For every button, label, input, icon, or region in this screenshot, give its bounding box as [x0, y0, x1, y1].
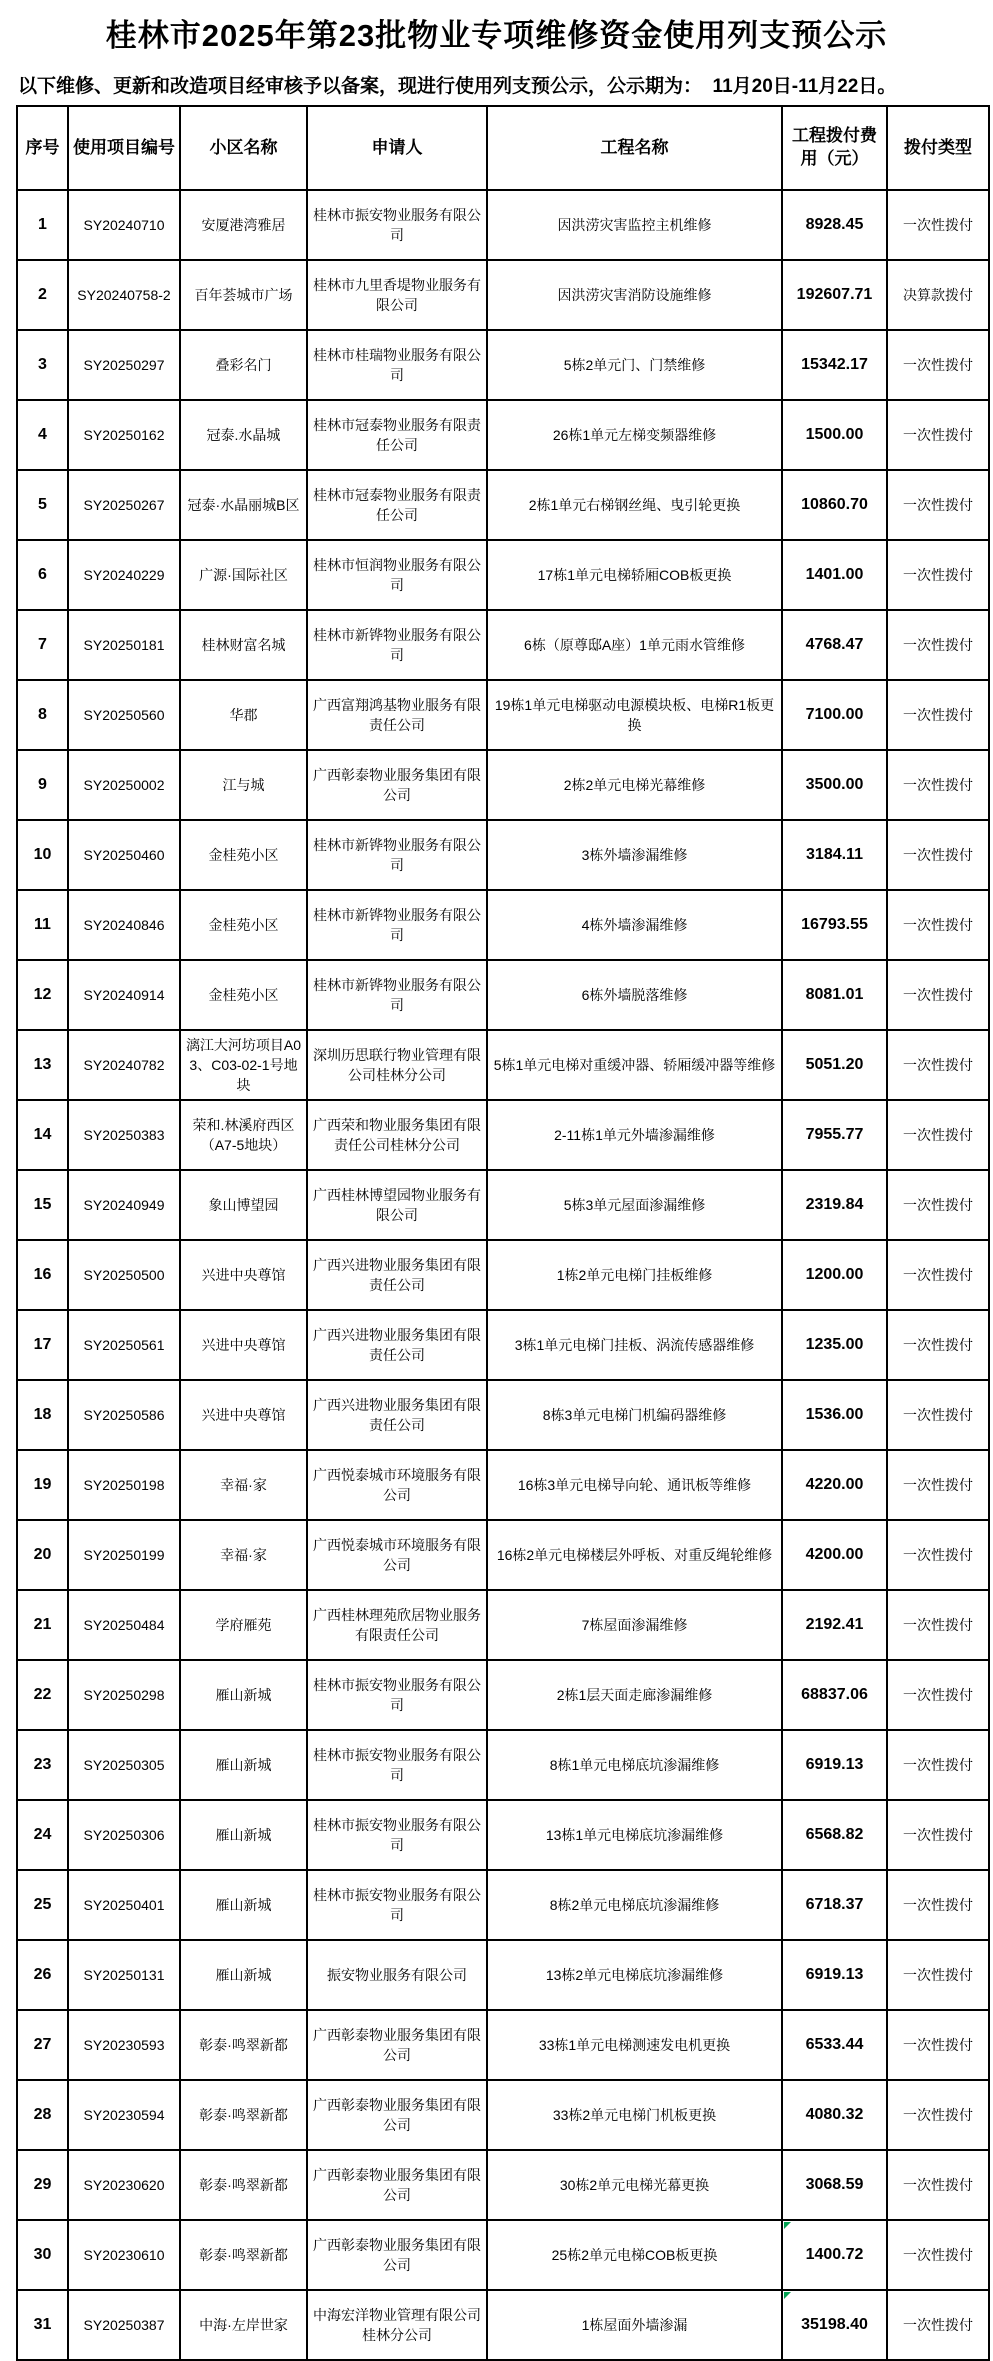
cell-project-code: SY20240710: [68, 190, 180, 260]
cell-project-name: 17栋1单元电梯轿厢COB板更换: [487, 540, 782, 610]
cell-payment-type: 一次性拨付: [887, 190, 989, 260]
cell-payment-type: 一次性拨付: [887, 400, 989, 470]
cell-community: 冠泰.水晶城: [180, 400, 307, 470]
cell-project-name: 1栋2单元电梯门挂板维修: [487, 1240, 782, 1310]
table-row: [17, 260, 989, 330]
cell-project-name: 16栋3单元电梯导向轮、通讯板等维修: [487, 1450, 782, 1520]
cell-project-name: 2-11栋1单元外墙渗漏维修: [487, 1100, 782, 1170]
cell-project-code: SY20240229: [68, 540, 180, 610]
table-row: [17, 1240, 989, 1310]
cell-applicant: 桂林市振安物业服务有限公司: [307, 1730, 487, 1800]
cell-community: 漓江大河坊项目A03、C03-02-1号地块: [180, 1030, 307, 1100]
cell-project-code: SY20250586: [68, 1380, 180, 1450]
cell-project-code: SY20250267: [68, 470, 180, 540]
cell-applicant: 桂林市新铧物业服务有限公司: [307, 610, 487, 680]
cell-project-name: 3栋1单元电梯门挂板、涡流传感器维修: [487, 1310, 782, 1380]
cell-applicant: 广西彰泰物业服务集团有限公司: [307, 2080, 487, 2150]
cell-applicant: 广西兴进物业服务集团有限责任公司: [307, 1380, 487, 1450]
cell-project-name: 3栋外墙渗漏维修: [487, 820, 782, 890]
cell-applicant: 桂林市振安物业服务有限公司: [307, 1660, 487, 1730]
cell-project-code: SY20240758-2: [68, 260, 180, 330]
cell-community: 彰泰·鸣翠新都: [180, 2080, 307, 2150]
cell-applicant: 广西彰泰物业服务集团有限公司: [307, 2150, 487, 2220]
cell-project-name: 16栋2单元电梯楼层外呼板、对重反绳轮维修: [487, 1520, 782, 1590]
cell-community: 幸福·家: [180, 1450, 307, 1520]
cell-fee: 3500.00: [782, 750, 887, 820]
header-project-name: 工程名称: [487, 106, 782, 190]
table-row: [17, 1450, 989, 1520]
table-row: [17, 1030, 989, 1100]
table-row: [17, 1940, 989, 2010]
cell-project-name: 因洪涝灾害消防设施维修: [487, 260, 782, 330]
table-row: [17, 610, 989, 680]
table-row: [17, 2010, 989, 2080]
cell-payment-type: 一次性拨付: [887, 1870, 989, 1940]
cell-fee: 1536.00: [782, 1380, 887, 1450]
cell-applicant: 广西兴进物业服务集团有限责任公司: [307, 1240, 487, 1310]
cell-fee: 4080.32: [782, 2080, 887, 2150]
cell-seq: 27: [17, 2010, 68, 2080]
cell-fee: 4768.47: [782, 610, 887, 680]
cell-fee: 35198.40: [782, 2290, 887, 2360]
cell-community: 安厦港湾雅居: [180, 190, 307, 260]
cell-applicant: 广西兴进物业服务集团有限责任公司: [307, 1310, 487, 1380]
funds-table: [16, 105, 990, 2361]
cell-applicant: 广西彰泰物业服务集团有限公司: [307, 750, 487, 820]
cell-payment-type: 一次性拨付: [887, 1380, 989, 1450]
cell-project-code: SY20240846: [68, 890, 180, 960]
table-row: [17, 1660, 989, 1730]
cell-project-name: 5栋3单元屋面渗漏维修: [487, 1170, 782, 1240]
cell-fee: 6568.82: [782, 1800, 887, 1870]
table-row: [17, 330, 989, 400]
cell-payment-type: 一次性拨付: [887, 610, 989, 680]
cell-project-name: 5栋1单元电梯对重缓冲器、轿厢缓冲器等维修: [487, 1030, 782, 1100]
cell-project-name: 13栋2单元电梯底坑渗漏维修: [487, 1940, 782, 2010]
header-project-code: 使用项目编号: [68, 106, 180, 190]
cell-seq: 18: [17, 1380, 68, 1450]
cell-project-code: SY20250131: [68, 1940, 180, 2010]
cell-payment-type: 一次性拨付: [887, 1100, 989, 1170]
cell-seq: 28: [17, 2080, 68, 2150]
cell-community: 中海·左岸世家: [180, 2290, 307, 2360]
cell-community: 兴进中央尊馆: [180, 1310, 307, 1380]
table-row: [17, 470, 989, 540]
cell-payment-type: 一次性拨付: [887, 540, 989, 610]
cell-community: 叠彩名门: [180, 330, 307, 400]
cell-applicant: 桂林市新铧物业服务有限公司: [307, 820, 487, 890]
cell-applicant: 广西桂林理苑欣居物业服务有限责任公司: [307, 1590, 487, 1660]
cell-fee: 4200.00: [782, 1520, 887, 1590]
cell-project-code: SY20250561: [68, 1310, 180, 1380]
cell-applicant: 广西悦泰城市环境服务有限公司: [307, 1520, 487, 1590]
cell-seq: 21: [17, 1590, 68, 1660]
cell-seq: 20: [17, 1520, 68, 1590]
cell-seq: 11: [17, 890, 68, 960]
cell-community: 荣和.林溪府西区（A7-5地块）: [180, 1100, 307, 1170]
cell-applicant: 桂林市冠泰物业服务有限责任公司: [307, 400, 487, 470]
cell-fee: 16793.55: [782, 890, 887, 960]
cell-seq: 13: [17, 1030, 68, 1100]
cell-payment-type: 一次性拨付: [887, 750, 989, 820]
cell-project-name: 13栋1单元电梯底坑渗漏维修: [487, 1800, 782, 1870]
cell-community: 兴进中央尊馆: [180, 1240, 307, 1310]
cell-fee: 8081.01: [782, 960, 887, 1030]
cell-seq: 9: [17, 750, 68, 820]
header-payment-type: 拨付类型: [887, 106, 989, 190]
cell-fee: 68837.06: [782, 1660, 887, 1730]
table-row: [17, 960, 989, 1030]
cell-fee: 192607.71: [782, 260, 887, 330]
cell-community: 雁山新城: [180, 1940, 307, 2010]
cell-fee: 1400.72: [782, 2220, 887, 2290]
cell-applicant: 桂林市振安物业服务有限公司: [307, 1800, 487, 1870]
table-row: [17, 2290, 989, 2360]
cell-applicant: 桂林市振安物业服务有限公司: [307, 190, 487, 260]
cell-community: 冠泰·水晶丽城B区: [180, 470, 307, 540]
cell-community: 金桂苑小区: [180, 960, 307, 1030]
cell-seq: 8: [17, 680, 68, 750]
header-seq: 序号: [17, 106, 68, 190]
cell-applicant: 广西悦泰城市环境服务有限公司: [307, 1450, 487, 1520]
cell-project-code: SY20250297: [68, 330, 180, 400]
cell-project-code: SY20250198: [68, 1450, 180, 1520]
cell-seq: 2: [17, 260, 68, 330]
cell-project-code: SY20250002: [68, 750, 180, 820]
cell-seq: 29: [17, 2150, 68, 2220]
cell-seq: 31: [17, 2290, 68, 2360]
cell-payment-type: 一次性拨付: [887, 470, 989, 540]
table-row: [17, 1870, 989, 1940]
cell-payment-type: 一次性拨付: [887, 2150, 989, 2220]
cell-seq: 3: [17, 330, 68, 400]
table-row: [17, 750, 989, 820]
table-row: [17, 1310, 989, 1380]
cell-payment-type: 一次性拨付: [887, 330, 989, 400]
cell-fee: 3184.11: [782, 820, 887, 890]
cell-community: 彰泰·鸣翠新都: [180, 2010, 307, 2080]
cell-payment-type: 一次性拨付: [887, 680, 989, 750]
cell-community: 雁山新城: [180, 1870, 307, 1940]
cell-project-code: SY20250387: [68, 2290, 180, 2360]
cell-payment-type: 一次性拨付: [887, 2080, 989, 2150]
cell-project-name: 19栋1单元电梯驱动电源模块板、电梯R1板更换: [487, 680, 782, 750]
header-fee: 工程拨付费用（元）: [782, 106, 887, 190]
cell-project-code: SY20250298: [68, 1660, 180, 1730]
cell-seq: 15: [17, 1170, 68, 1240]
cell-applicant: 桂林市新铧物业服务有限公司: [307, 960, 487, 1030]
table-row: [17, 1380, 989, 1450]
cell-project-code: SY20250305: [68, 1730, 180, 1800]
cell-payment-type: 一次性拨付: [887, 1520, 989, 1590]
cell-fee: 1401.00: [782, 540, 887, 610]
cell-applicant: 桂林市九里香堤物业服务有限公司: [307, 260, 487, 330]
cell-project-name: 5栋2单元门、门禁维修: [487, 330, 782, 400]
cell-seq: 1: [17, 190, 68, 260]
cell-project-name: 6栋（原尊邸A座）1单元雨水管维修: [487, 610, 782, 680]
cell-community: 金桂苑小区: [180, 820, 307, 890]
cell-project-name: 30栋2单元电梯光幕更换: [487, 2150, 782, 2220]
cell-project-name: 2栋1单元右梯钢丝绳、曳引轮更换: [487, 470, 782, 540]
cell-project-code: SY20240949: [68, 1170, 180, 1240]
cell-project-name: 25栋2单元电梯COB板更换: [487, 2220, 782, 2290]
cell-project-code: SY20250383: [68, 1100, 180, 1170]
cell-project-code: SY20230594: [68, 2080, 180, 2150]
cell-applicant: 广西荣和物业服务集团有限责任公司桂林分公司: [307, 1100, 487, 1170]
cell-payment-type: 一次性拨付: [887, 1030, 989, 1100]
cell-fee: 6718.37: [782, 1870, 887, 1940]
cell-payment-type: 一次性拨付: [887, 1170, 989, 1240]
cell-project-name: 7栋屋面渗漏维修: [487, 1590, 782, 1660]
cell-project-name: 33栋2单元电梯门机板更换: [487, 2080, 782, 2150]
cell-fee: 6919.13: [782, 1730, 887, 1800]
cell-community: 广源·国际社区: [180, 540, 307, 610]
table-row: [17, 400, 989, 470]
cell-project-name: 26栋1单元左梯变频器维修: [487, 400, 782, 470]
cell-fee: 1500.00: [782, 400, 887, 470]
cell-payment-type: 一次性拨付: [887, 820, 989, 890]
cell-community: 百年荟城市广场: [180, 260, 307, 330]
cell-payment-type: 决算款拨付: [887, 260, 989, 330]
table-row: [17, 1170, 989, 1240]
cell-fee: 3068.59: [782, 2150, 887, 2220]
table-row: [17, 2220, 989, 2290]
cell-community: 彰泰·鸣翠新都: [180, 2150, 307, 2220]
cell-community: 华郡: [180, 680, 307, 750]
cell-fee: 1200.00: [782, 1240, 887, 1310]
cell-community: 雁山新城: [180, 1800, 307, 1870]
cell-project-code: SY20230620: [68, 2150, 180, 2220]
cell-project-code: SY20230610: [68, 2220, 180, 2290]
cell-applicant: 桂林市冠泰物业服务有限责任公司: [307, 470, 487, 540]
cell-seq: 24: [17, 1800, 68, 1870]
cell-project-code: SY20250484: [68, 1590, 180, 1660]
cell-applicant: 桂林市振安物业服务有限公司: [307, 1870, 487, 1940]
cell-seq: 22: [17, 1660, 68, 1730]
cell-seq: 5: [17, 470, 68, 540]
cell-payment-type: 一次性拨付: [887, 890, 989, 960]
table-row: [17, 190, 989, 260]
cell-seq: 10: [17, 820, 68, 890]
cell-payment-type: 一次性拨付: [887, 2220, 989, 2290]
cell-applicant: 振安物业服务有限公司: [307, 1940, 487, 2010]
table-row: [17, 680, 989, 750]
page-subtitle: 以下维修、更新和改造项目经审核予以备案，现进行使用列支预公示，公示期为： 11月20日-11月22日。: [18, 76, 897, 97]
cell-seq: 4: [17, 400, 68, 470]
cell-fee: 10860.70: [782, 470, 887, 540]
cell-payment-type: 一次性拨付: [887, 1940, 989, 2010]
cell-payment-type: 一次性拨付: [887, 1450, 989, 1520]
cell-payment-type: 一次性拨付: [887, 1590, 989, 1660]
cell-project-code: SY20240782: [68, 1030, 180, 1100]
table-row: [17, 2150, 989, 2220]
table-row: [17, 890, 989, 960]
cell-payment-type: 一次性拨付: [887, 2010, 989, 2080]
table-row: [17, 1800, 989, 1870]
cell-community: 学府雁苑: [180, 1590, 307, 1660]
cell-seq: 12: [17, 960, 68, 1030]
cell-payment-type: 一次性拨付: [887, 1660, 989, 1730]
cell-project-code: SY20250401: [68, 1870, 180, 1940]
table-row: [17, 1590, 989, 1660]
cell-payment-type: 一次性拨付: [887, 2290, 989, 2360]
cell-fee: 5051.20: [782, 1030, 887, 1100]
cell-fee: 15342.17: [782, 330, 887, 400]
cell-fee: 6533.44: [782, 2010, 887, 2080]
cell-project-name: 因洪涝灾害监控主机维修: [487, 190, 782, 260]
cell-seq: 23: [17, 1730, 68, 1800]
cell-fee: 2319.84: [782, 1170, 887, 1240]
cell-fee: 6919.13: [782, 1940, 887, 2010]
cell-seq: 17: [17, 1310, 68, 1380]
cell-community: 兴进中央尊馆: [180, 1380, 307, 1450]
cell-community: 幸福·家: [180, 1520, 307, 1590]
table-row: [17, 2080, 989, 2150]
cell-payment-type: 一次性拨付: [887, 1800, 989, 1870]
table-row: [17, 1520, 989, 1590]
cell-community: 雁山新城: [180, 1730, 307, 1800]
cell-community: 雁山新城: [180, 1660, 307, 1730]
table-row: [17, 540, 989, 610]
cell-applicant: 桂林市恒润物业服务有限公司: [307, 540, 487, 610]
cell-project-code: SY20240914: [68, 960, 180, 1030]
cell-project-code: SY20250181: [68, 610, 180, 680]
cell-project-name: 4栋外墙渗漏维修: [487, 890, 782, 960]
header-community: 小区名称: [180, 106, 307, 190]
cell-applicant: 广西彰泰物业服务集团有限公司: [307, 2220, 487, 2290]
cell-seq: 30: [17, 2220, 68, 2290]
cell-applicant: 广西富翔鸿基物业服务有限责任公司: [307, 680, 487, 750]
cell-project-code: SY20250560: [68, 680, 180, 750]
header-applicant: 申请人: [307, 106, 487, 190]
cell-fee: 7955.77: [782, 1100, 887, 1170]
cell-project-name: 1栋屋面外墙渗漏: [487, 2290, 782, 2360]
cell-applicant: 中海宏洋物业管理有限公司桂林分公司: [307, 2290, 487, 2360]
cell-applicant: 广西彰泰物业服务集团有限公司: [307, 2010, 487, 2080]
page-title: 桂林市2025年第23批物业专项维修资金使用列支预公示: [105, 18, 888, 53]
cell-project-code: SY20250460: [68, 820, 180, 890]
cell-project-name: 8栋1单元电梯底坑渗漏维修: [487, 1730, 782, 1800]
cell-project-code: SY20250199: [68, 1520, 180, 1590]
table-row: [17, 1100, 989, 1170]
cell-project-name: 8栋3单元电梯门机编码器维修: [487, 1380, 782, 1450]
cell-applicant: 深圳历思联行物业管理有限公司桂林分公司: [307, 1030, 487, 1100]
cell-community: 江与城: [180, 750, 307, 820]
cell-seq: 6: [17, 540, 68, 610]
cell-fee: 2192.41: [782, 1590, 887, 1660]
cell-seq: 7: [17, 610, 68, 680]
cell-seq: 25: [17, 1870, 68, 1940]
cell-community: 彰泰·鸣翠新都: [180, 2220, 307, 2290]
cell-payment-type: 一次性拨付: [887, 1730, 989, 1800]
table-header-row: [17, 106, 989, 190]
cell-payment-type: 一次性拨付: [887, 960, 989, 1030]
cell-project-code: SY20250162: [68, 400, 180, 470]
cell-fee: 8928.45: [782, 190, 887, 260]
cell-payment-type: 一次性拨付: [887, 1310, 989, 1380]
cell-fee: 4220.00: [782, 1450, 887, 1520]
cell-applicant: 桂林市新铧物业服务有限公司: [307, 890, 487, 960]
cell-seq: 26: [17, 1940, 68, 2010]
cell-payment-type: 一次性拨付: [887, 1240, 989, 1310]
cell-project-name: 8栋2单元电梯底坑渗漏维修: [487, 1870, 782, 1940]
cell-seq: 16: [17, 1240, 68, 1310]
table-row: [17, 820, 989, 890]
cell-project-code: SY20250500: [68, 1240, 180, 1310]
cell-seq: 14: [17, 1100, 68, 1170]
cell-applicant: 广西桂林博望园物业服务有限公司: [307, 1170, 487, 1240]
cell-applicant: 桂林市桂瑞物业服务有限公司: [307, 330, 487, 400]
cell-fee: 7100.00: [782, 680, 887, 750]
cell-project-name: 6栋外墙脱落维修: [487, 960, 782, 1030]
notice-page: [0, 10, 993, 2361]
cell-project-name: 33栋1单元电梯测速发电机更换: [487, 2010, 782, 2080]
cell-project-code: SY20230593: [68, 2010, 180, 2080]
cell-community: 金桂苑小区: [180, 890, 307, 960]
cell-seq: 19: [17, 1450, 68, 1520]
table-row: [17, 1730, 989, 1800]
table-body: [17, 190, 989, 2360]
cell-fee: 1235.00: [782, 1310, 887, 1380]
cell-community: 桂林财富名城: [180, 610, 307, 680]
cell-project-code: SY20250306: [68, 1800, 180, 1870]
cell-community: 象山博望园: [180, 1170, 307, 1240]
cell-project-name: 2栋2单元电梯光幕维修: [487, 750, 782, 820]
cell-project-name: 2栋1层天面走廊渗漏维修: [487, 1660, 782, 1730]
